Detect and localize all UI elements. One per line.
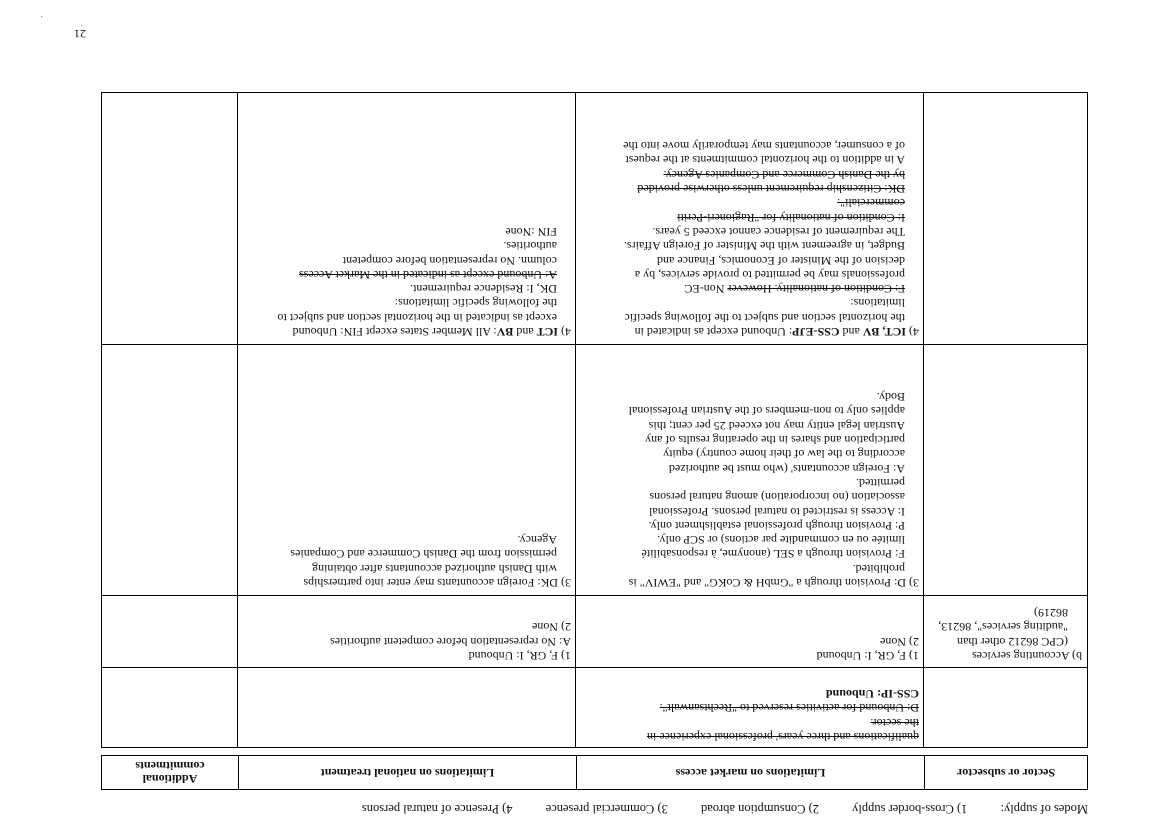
row3-ma-fr-lead: F: Condition of nationality. However [727, 282, 905, 297]
row0-market-access: qualifications and three years' professional experience in the sector. D: Unbound for activities reserved to "Rechtsanwalt". CSS-IP: Unbound [646, 687, 919, 744]
column-divider [237, 93, 238, 747]
row-divider [102, 667, 1087, 668]
column-divider [923, 93, 924, 747]
header-sector: Sector or subsector [925, 755, 1088, 790]
row3-national-treatment: 4) ICT and BV: All Member States except FIN: Unbound except as indicated in the horizontal section and subject to the following specific limitations: DK, I: Residence requirement. A: Unbound except as indicated in the Market Access column. No representation before competent authorities. FIN :None [241, 225, 571, 339]
page-number: 21 [74, 27, 86, 41]
row-divider [102, 344, 1087, 345]
header-market-access: Limitations on market access [577, 755, 925, 790]
column-divider [575, 93, 576, 747]
header-national-treatment: Limitations on national treatment [239, 755, 577, 790]
row1-sector: b) Accounting services (CPC 86212 other than "auditing services", 86213, 86219) [938, 606, 1082, 663]
header-additional-commitments: Additional commitments [101, 755, 239, 790]
mode-3: 3) Commercial presence [545, 802, 668, 816]
row1-market-access: 1) F, GR, I: Unbound 2) None [816, 634, 919, 663]
row3-market-access: 4) ICT, BV and CSS-EJP: Unbound except as indicated in the horizontal section and subject to the following specific limitations: F: Condition of nationality. However Non-EC professionals may be permitted to provide services, by a decision of the Minister of Economics, Finance and Budget, in agreement with the Minister of Foreign Affairs. The requirement of residence cannot exceed 5 years. I: Condition of nationality for "Ragioneri-Periti commerciali". DK: Citizenship requirement unless otherwise provided by the Danish Commerce and Companies Agency. A in addition to the horizontal commitments at the request of a consumer, accountants may temporarily move into the [579, 139, 919, 339]
row2-national-treatment: 3) DK: Foreign accountants may enter into partnerships with Danish authorized accountants after obtaining permission from the Danish Commerce and Companies Agency. [290, 533, 571, 590]
row2-market-access: 3) D: Provision through a "GmbH & CoKG" and "EWIV" is prohibited. F: Provision through a SEL (anonyme, à responsabilité limitée ou en commandite par actions) or SCP only. P: Provision through professional establishment only. I: Access is restricted to natural persons. Professional association (no incorporation) among natural persons permitted. A: Foreign accountants' (who must be authorized according to the law of their home country) equity participation and shares in the operating results of any Austrian legal entity may not exceed 25 per cent; this applies only to non-members of the Austrian Professional Body. [628, 390, 919, 590]
mode-2: 2) Consumption abroad [700, 802, 819, 816]
row1-national-treatment: 1) F, GR, I: Unbound A: No representation before competent authorities 2) None [330, 620, 571, 663]
modes-label: Modes of supply: [1000, 802, 1088, 816]
row3-ma-line-1: 4) ICT, BV and CSS-EJP: Unbound except as indicated in [634, 325, 919, 339]
commitments-table [101, 92, 1088, 748]
mode-1: 1) Cross-border supply [852, 802, 968, 816]
scan-speck: ˙ [80, 16, 84, 27]
row3-nt-line-1: 4) ICT and BV: All Member States except FIN: Unbound [292, 325, 571, 339]
modes-of-supply [332, 801, 1088, 816]
scan-speck: · [40, 10, 44, 21]
mode-4: 4) Presence of natural persons [361, 802, 513, 816]
row-divider [102, 595, 1087, 596]
